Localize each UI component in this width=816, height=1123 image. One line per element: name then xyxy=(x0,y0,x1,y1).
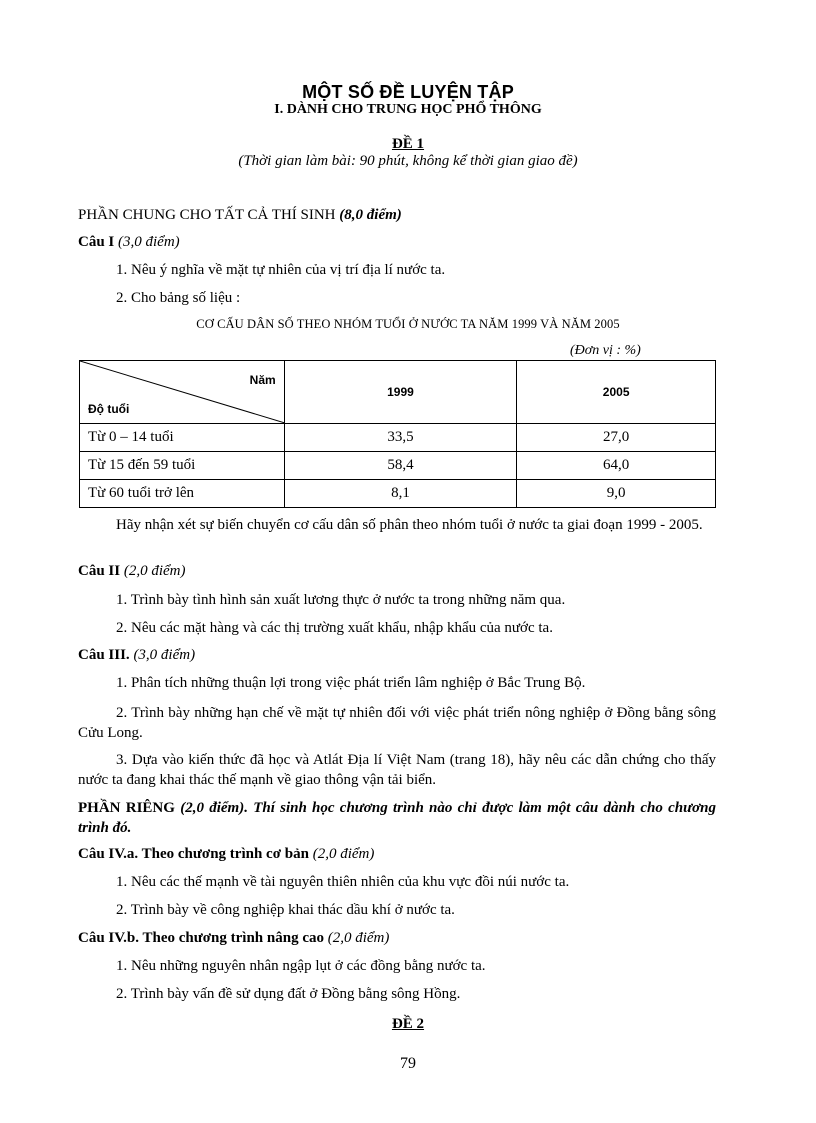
question-4a-label: Câu IV.a. Theo chương trình cơ bản xyxy=(78,846,309,862)
question-4a-heading xyxy=(78,846,374,863)
common-part-points: (8,0 điểm) xyxy=(339,207,402,223)
question-1-item-1: 1. Nêu ý nghĩa về mặt tự nhiên của vị trí địa lí nước ta. xyxy=(116,262,446,278)
main-title: MỘT SỐ ĐỀ LUYỆN TẬP xyxy=(302,82,514,102)
question-4b-item-2: 2. Trình bày vấn đề sử dụng đất ở Đồng bằng sông Hồng. xyxy=(116,986,461,1002)
question-4b-points: (2,0 điểm) xyxy=(327,930,390,946)
question-1-item-2: 2. Cho bảng số liệu : xyxy=(116,290,241,306)
question-1-task: Hãy nhận xét sự biến chuyển cơ cấu dân số phân theo nhóm tuổi ở nước ta giai đoạn 1999 - 2005. xyxy=(116,517,703,533)
question-3-label: Câu III. xyxy=(78,647,130,663)
question-3-item-2: 2. Trình bày những hạn chế về mặt tự nhiên đối với việc phát triển nông nghiệp ở Đồng bằng sông Cửu Long. xyxy=(78,705,716,741)
cell-1999: 33,5 xyxy=(284,424,517,452)
cell-2005: 9,0 xyxy=(517,480,716,508)
question-4a-points: (2,0 điểm) xyxy=(312,846,375,862)
cell-1999: 58,4 xyxy=(284,452,517,480)
question-1-heading xyxy=(78,234,180,251)
question-4b-item-1: 1. Nêu những nguyên nhân ngập lụt ở các đồng bằng nước ta. xyxy=(116,958,486,974)
cell-2005: 64,0 xyxy=(517,452,716,480)
question-4a-item-2: 2. Trình bày về công nghiệp khai thác dầu khí ở nước ta. xyxy=(116,902,455,918)
question-2-item-2: 2. Nêu các mặt hàng và các thị trường xuất khẩu, nhập khẩu của nước ta. xyxy=(116,620,553,636)
cell-2005: 27,0 xyxy=(517,424,716,452)
corner-label-age: Độ tuổi xyxy=(88,402,130,416)
row-label: Từ 0 – 14 tuổi xyxy=(80,424,285,452)
table-row xyxy=(80,424,716,452)
question-2-item-1: 1. Trình bày tình hình sản xuất lương thực ở nước ta trong những năm qua. xyxy=(116,592,566,608)
common-part-label: PHẦN CHUNG CHO TẤT CẢ THÍ SINH xyxy=(78,207,336,223)
column-header-2005: 2005 xyxy=(517,361,716,424)
question-3-item-1: 1. Phân tích những thuận lợi trong việc phát triển lâm nghiệp ở Bắc Trung Bộ. xyxy=(116,675,586,691)
table-caption: CƠ CẤU DÂN SỐ THEO NHÓM TUỔI Ở NƯỚC TA NĂM 1999 VÀ NĂM 2005 xyxy=(196,317,620,331)
question-2-label: Câu II xyxy=(78,563,121,579)
private-part-label: PHẦN RIÊNG xyxy=(78,800,175,816)
question-3-heading xyxy=(78,647,195,664)
question-2-points: (2,0 điểm) xyxy=(123,563,186,579)
question-1-label: Câu I xyxy=(78,234,115,250)
row-label: Từ 60 tuổi trở lên xyxy=(80,480,285,508)
row-label: Từ 15 đến 59 tuổi xyxy=(80,452,285,480)
question-3-item-3: 3. Dựa vào kiến thức đã học và Atlát Địa lí Việt Nam (trang 18), hãy nêu các dẫn chứng cho thấy nước ta đang khai thác thế mạnh về giao thông vận tải biển. xyxy=(78,752,716,788)
question-4b-heading xyxy=(78,930,389,947)
table-row xyxy=(80,480,716,508)
page-number: 79 xyxy=(400,1055,416,1072)
table-unit: (Đơn vị : %) xyxy=(570,343,641,358)
exam-title: ĐỀ 1 xyxy=(391,136,425,152)
question-3-points: (3,0 điểm) xyxy=(133,647,196,663)
population-table xyxy=(79,360,716,508)
next-exam-title: ĐỀ 2 xyxy=(391,1016,425,1032)
question-1-points: (3,0 điểm) xyxy=(118,234,180,250)
corner-label-year: Năm xyxy=(249,373,276,387)
table-row xyxy=(80,452,716,480)
question-2-heading xyxy=(78,563,186,580)
table-header-row xyxy=(80,361,716,424)
question-4a-item-1: 1. Nêu các thế mạnh về tài nguyên thiên nhiên của khu vực đồi núi nước ta. xyxy=(116,874,570,890)
private-part-note: (2,0 điểm). Thí sinh học chương trình nào chỉ được làm một câu dành cho chương trình đó. xyxy=(78,800,717,836)
table-corner-cell xyxy=(80,361,285,424)
common-part-heading xyxy=(78,207,402,224)
cell-1999: 8,1 xyxy=(284,480,517,508)
section-title: I. DÀNH CHO TRUNG HỌC PHỔ THÔNG xyxy=(274,102,542,117)
question-4b-label: Câu IV.b. Theo chương trình nâng cao xyxy=(78,930,324,946)
time-note: (Thời gian làm bài: 90 phút, không kể thời gian giao đề) xyxy=(238,153,578,169)
private-part-heading xyxy=(78,798,716,838)
column-header-1999: 1999 xyxy=(284,361,517,424)
